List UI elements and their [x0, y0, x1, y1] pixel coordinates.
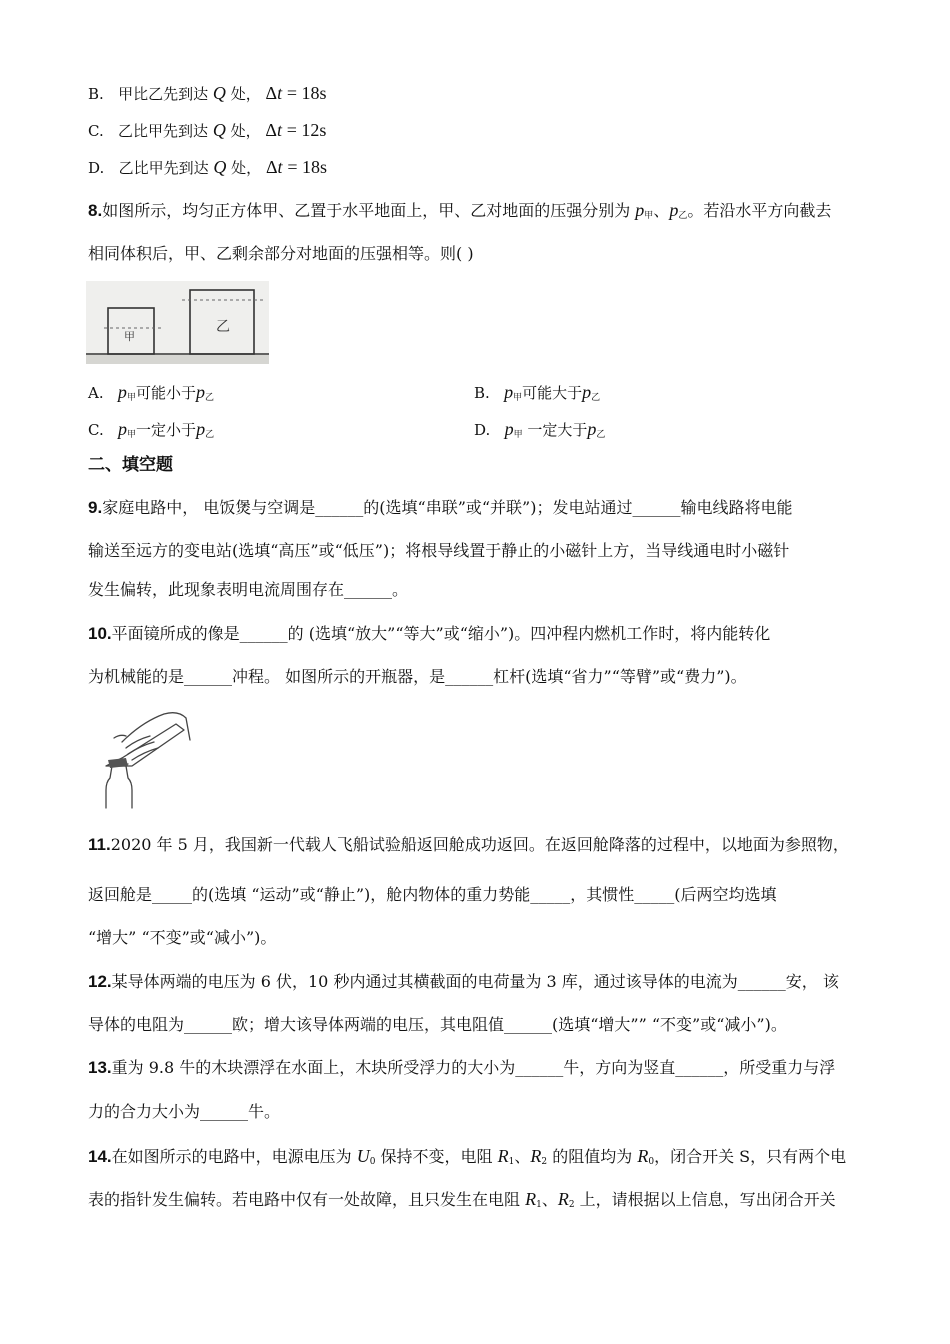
q10-line1: 10.平面镜所成的像是______的 (选填“放大”“等大”或“缩小”)。四冲程内燃机工作时，将内能转化	[88, 624, 771, 643]
q8-line1: 8.如图所示，均匀正方体甲、乙置于水平地面上，甲、乙对地面的压强分别为 $p_甲$、$p_乙$。若沿水平方向截去	[88, 200, 832, 221]
option-b-prev: B. 甲比乙先到达 Q 处， Δt = 18s	[88, 83, 327, 103]
bottle-opener-figure	[92, 700, 192, 810]
q14-line2: 表的指针发生偏转。若电路中仅有一处故障，且只发生在电阻 $R_1$、$R_2$ 上，请根据以上信息，写出闭合开关	[88, 1189, 836, 1210]
fingers	[126, 736, 158, 760]
q8-option-d: D. $p_甲$ 一定大于$p_乙$	[474, 419, 606, 440]
q12-line2: 导体的电阻为______欧；增大该导体两端的电压，其电阻值______(选填“增大”” “不变”或“减小”)。	[88, 1015, 787, 1034]
q11-line2: 返回舱是_____的(选填 “运动”或“静止”)，舱内物体的重力势能_____，其惯性_____(后两空均选填	[88, 885, 777, 904]
q11-line1: 11.2020 年 5 月，我国新一代载人飞船试验船返回舱成功返回。在返回舱降落的过程中，以地面为参照物，	[88, 835, 849, 854]
q11-line3: “增大” “不变”或“减小”)。	[88, 928, 277, 947]
q10-line2: 为机械能的是______冲程。 如图所示的开瓶器，是______杠杆(选填“省力”“等臂”或“费力”)。	[88, 667, 747, 686]
ground-hatch	[86, 355, 269, 364]
q9-line3: 发生偏转，此现象表明电流周围存在______。	[88, 580, 409, 599]
block-jia-label: 甲	[124, 330, 135, 343]
bottle-outline	[106, 766, 132, 808]
figure-background	[86, 281, 269, 364]
option-c-prev: C. 乙比甲先到达 Q 处， Δt = 12s	[88, 120, 327, 140]
q9-line2: 输送至远方的变电站(选填“高压”或“低压”)；将根导线置于静止的小磁针上方，当导线通电时小磁针	[88, 541, 790, 560]
q8-option-a: A. $p_甲$可能小于$p_乙$	[88, 382, 214, 403]
q8-line2: 相同体积后，甲、乙剩余部分对地面的压强相等。则( )	[88, 244, 474, 263]
q14-line1: 14.在如图所示的电路中，电源电压为 $U_0$ 保持不变，电阻 $R_1$、$R_2$ 的阻值均为 $R_0$，闭合开关 S，只有两个电	[88, 1146, 847, 1167]
q12-line1: 12.某导体两端的电压为 6 伏，10 秒内通过其横截面的电荷量为 3 库，通过该导体的电流为______安， 该	[88, 972, 839, 991]
section-heading-fill-in: 二、填空题	[88, 455, 173, 474]
q8-option-c: C. $p_甲$一定小于$p_乙$	[88, 419, 215, 440]
thumb	[114, 735, 126, 738]
block-yi-label: 乙	[216, 319, 230, 335]
q13-line2: 力的合力大小为______牛。	[88, 1102, 281, 1121]
q8-blocks-figure	[86, 281, 269, 364]
option-d-prev: D. 乙比甲先到达 Q 处， Δt = 18s	[88, 157, 327, 177]
q8-option-b: B. $p_甲$可能大于$p_乙$	[474, 382, 601, 403]
q9-line1: 9.家庭电路中， 电饭煲与空调是______的(选填“串联”或“并联”)；发电站通过______输电线路将电能	[88, 498, 793, 517]
q13-line1: 13.重为 9.8 牛的木块漂浮在水面上，木块所受浮力的大小为______牛，方向为竖直______，所受重力与浮	[88, 1058, 836, 1077]
